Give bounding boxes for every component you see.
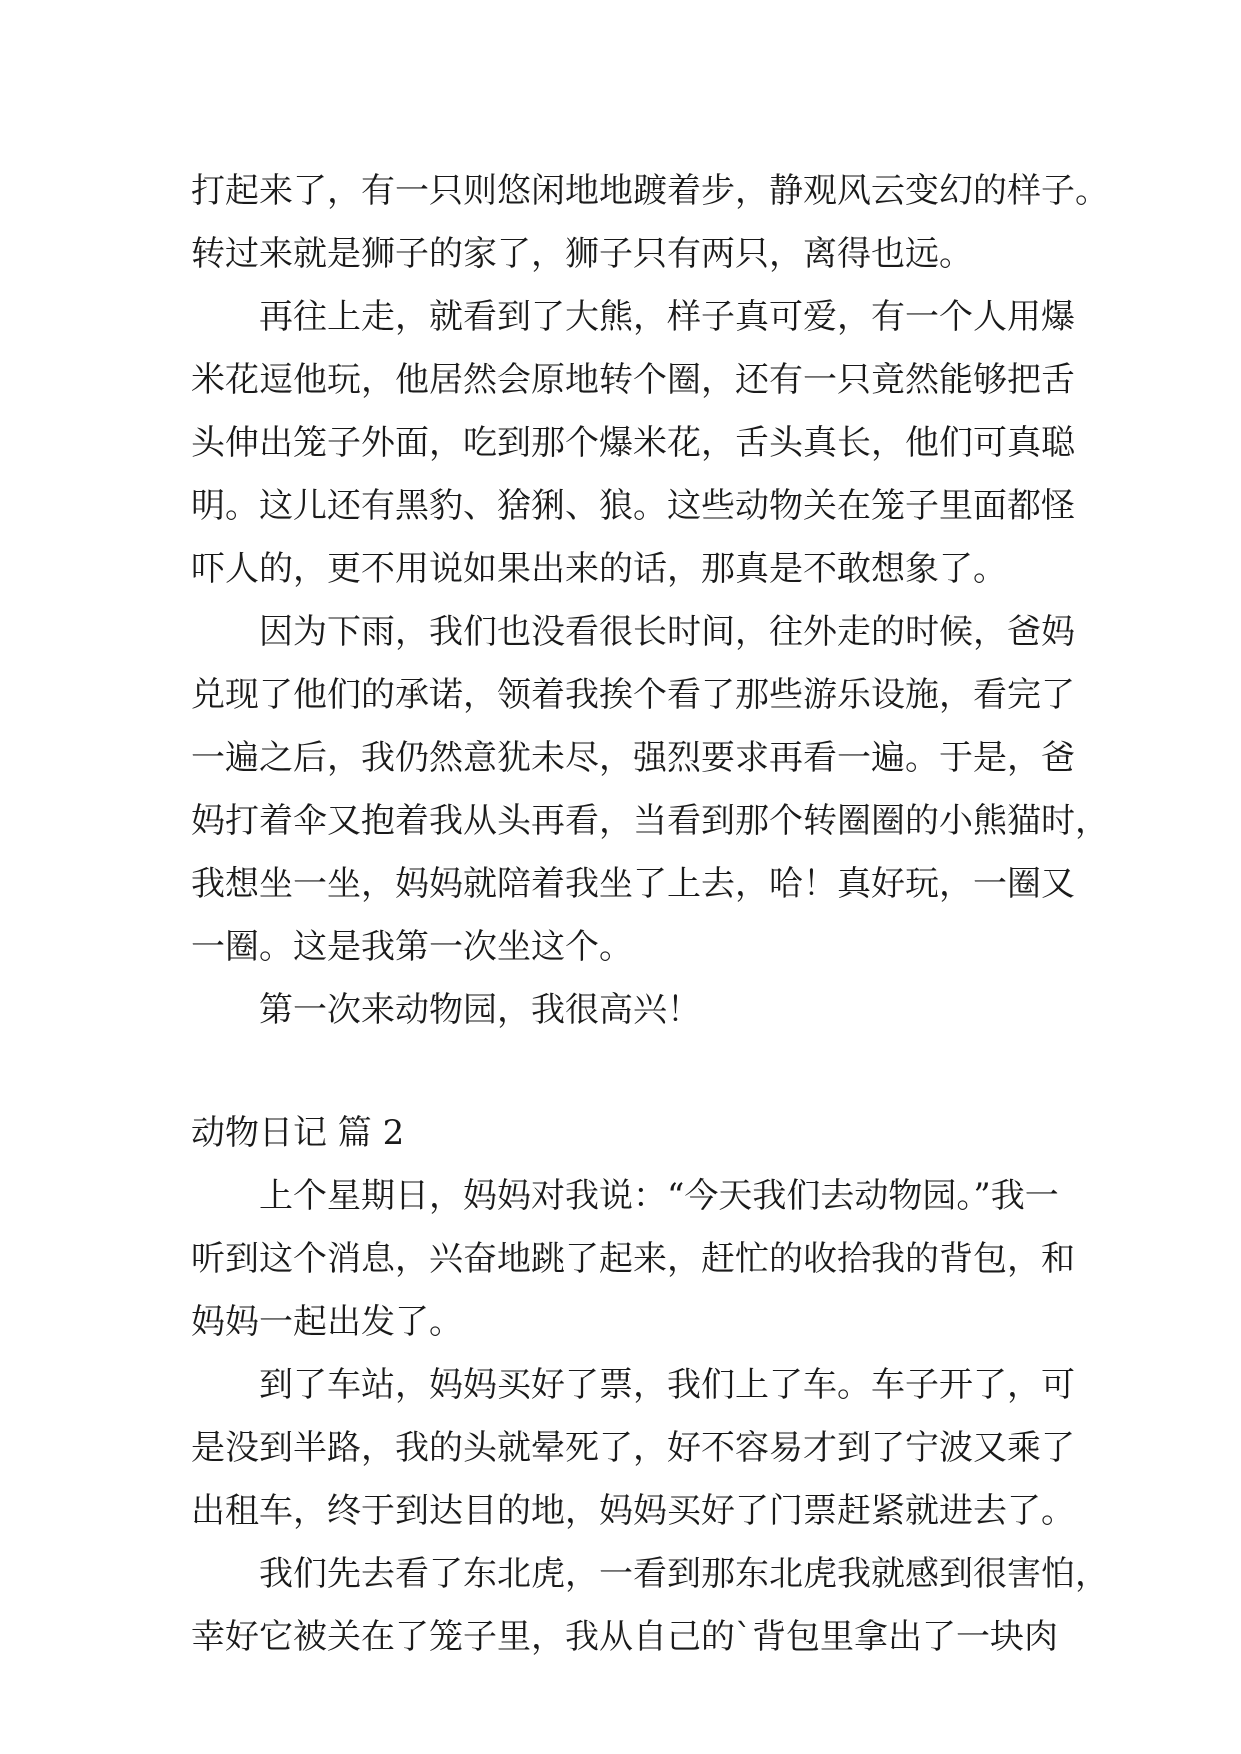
text-line: 再往上走，就看到了大熊，样子真可爱，有一个人用爆 bbox=[259, 297, 1075, 337]
text-line: 到了车站，妈妈买好了票，我们上了车。车子开了，可 bbox=[259, 1365, 1075, 1405]
text-line: 头伸出笼子外面，吃到那个爆米花，舌头真长，他们可真聪 bbox=[191, 423, 1075, 463]
text-line: 米花逗他玩，他居然会原地转个圈，还有一只竟然能够把舌 bbox=[191, 360, 1075, 400]
text-line: 上个星期日，妈妈对我说：“今天我们去动物园。”我一 bbox=[259, 1176, 1059, 1216]
text-line: 我想坐一坐，妈妈就陪着我坐了上去，哈！真好玩，一圈又 bbox=[191, 864, 1075, 904]
text-line: 是没到半路，我的头就晕死了，好不容易才到了宁波又乘了 bbox=[191, 1428, 1075, 1468]
text-line: 吓人的，更不用说如果出来的话，那真是不敢想象了。 bbox=[191, 549, 1007, 589]
section-heading: 动物日记 篇 2 bbox=[191, 1113, 405, 1153]
text-line: 因为下雨，我们也没看很长时间，往外走的时候，爸妈 bbox=[259, 612, 1075, 652]
document-page bbox=[191, 160, 1109, 1669]
text-line: 我们先去看了东北虎，一看到那东北虎我就感到很害怕， bbox=[259, 1554, 1109, 1594]
section-gap bbox=[191, 1042, 1051, 1102]
text-line: 明。这儿还有黑豹、猞猁、狼。这些动物关在笼子里面都怪 bbox=[191, 486, 1075, 526]
text-line: 转过来就是狮子的家了，狮子只有两只，离得也远。 bbox=[191, 234, 973, 274]
text-line: 听到这个消息，兴奋地跳了起来，赶忙的收拾我的背包，和 bbox=[191, 1239, 1075, 1279]
text-line: 第一次来动物园，我很高兴！ bbox=[259, 990, 701, 1030]
text-line: 一圈。这是我第一次坐这个。 bbox=[191, 927, 633, 967]
text-line: 幸好它被关在了笼子里，我从自己的`背包里拿出了一块肉 bbox=[191, 1617, 1058, 1657]
text-line: 打起来了，有一只则悠闲地地踱着步，静观风云变幻的样子。 bbox=[191, 171, 1109, 211]
text-line: 出租车，终于到达目的地，妈妈买好了门票赶紧就进去了。 bbox=[191, 1491, 1075, 1531]
text-line: 兑现了他们的承诺，领着我挨个看了那些游乐设施，看完了 bbox=[191, 675, 1075, 715]
text-line: 妈打着伞又抱着我从头再看，当看到那个转圈圈的小熊猫时， bbox=[191, 801, 1109, 841]
text-line: 妈妈一起出发了。 bbox=[191, 1302, 463, 1342]
text-line: 一遍之后，我仍然意犹未尽，强烈要求再看一遍。于是，爸 bbox=[191, 738, 1075, 778]
